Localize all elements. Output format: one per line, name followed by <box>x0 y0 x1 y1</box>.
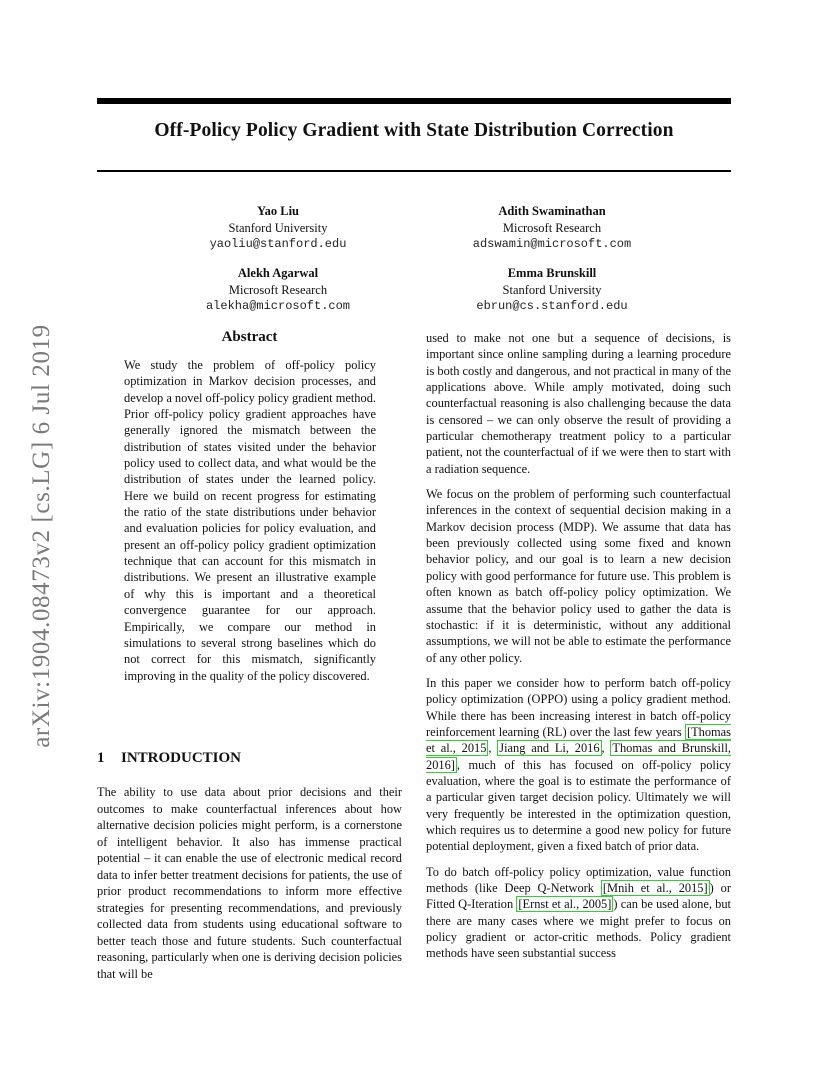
section-number: 1 <box>97 750 105 766</box>
paragraph-text: , much of this has focused on off-policy policy evaluation, where the goal is to estimate the performance of a particular given target decision policy. Ultimately we will very frequently be interested in the optimization question, which requires us to determine a good new policy for future potential deployment, given a fixed batch of prior data. <box>426 757 731 854</box>
citation-link[interactable]: [Mnih et al., 2015] <box>602 881 708 895</box>
section-heading <box>97 750 241 767</box>
author-block-4 <box>412 265 692 315</box>
author-email: ebrun@cs.stanford.edu <box>476 299 628 313</box>
intro-paragraph-3: We focus on the problem of performing such counterfactual inferences in the context of sequential decision making in a Markov decision process (MDP). We assume that data has been previously collected using some fixed and known behavior policy, and our goal is to learn a new decision policy with good performance for future use. This problem is often known as batch off-policy policy optimization. We assume that the behavior policy used to gather the data is stochastic: if it is deterministic, without any additional assumptions, we will not be able to estimate the performance of any other policy. <box>426 487 731 665</box>
author-block-2 <box>412 203 692 253</box>
citation-link[interactable]: Jiang and Li, 2016 <box>499 741 600 756</box>
citation-link[interactable]: [Thomas et al., 2015 <box>426 724 731 756</box>
author-name: Emma Brunskill <box>507 266 597 280</box>
title-rule-top <box>97 98 731 104</box>
author-block-1 <box>138 203 418 253</box>
intro-paragraph-1: The ability to use data about prior decisions and their outcomes to make counterfactual inferences about how alternative decision policies might perform, is a cornerstone of intelligent behavior. It also has immense practical potential – it can enable the use of electronic medical record data to infer better treatment decisions for patients, the use of prior product recommendations to inform more effective strategies for presenting recommendations, and previously collected data from students using educational software to better teach those and future students. Such counterfactual reasoning, particularly when one is deriving decision policies that will be <box>97 785 402 981</box>
paragraph-text: To do batch off-policy policy optimization, value function methods (like Deep Q-Network <box>426 864 731 895</box>
intro-left-column <box>97 784 402 982</box>
abstract-body: We study the problem of off-policy policy optimization in Markov decision processes, and develop a novel off-policy policy gradient method. Prior off-policy policy gradient approaches have generally ignored the mismatch between the distribution of states visited under the behavior policy used to collect data, and what would be the distribution of states under the learned policy. Here we build on recent progress for estimating the ratio of the state distributions under behavior and evaluation policies for policy evaluation, and present an off-policy policy gradient optimization technique that can account for this mismatch in distributions. We present an illustrative example of why this is important and a theoretical convergence guarantee for our approach. Empirically, we compare our method in simulations to several strong baselines which do not correct for this mismatch, significantly improving in the quality of the policy discovered. <box>124 358 376 683</box>
author-name: Alekh Agarwal <box>237 266 319 280</box>
author-affiliation: Stanford University <box>502 282 602 297</box>
citation-link[interactable]: Thomas and Brunskill, 2016] <box>426 741 731 772</box>
paragraph-text: In this paper we consider how to perform batch off-policy policy optimization (OPPO) using a policy gradient method. While there has been increasing interest in batch off-policy reinforcement learning (RL) over the last few years <box>426 675 731 739</box>
author-name: Yao Liu <box>256 204 300 218</box>
arxiv-watermark: arXiv:1904.08473v2 [cs.LG] 6 Jul 2019 <box>28 324 55 748</box>
author-affiliation: Stanford University <box>228 220 328 235</box>
author-email: adswamin@microsoft.com <box>472 237 632 251</box>
paragraph-text: ) or Fitted Q-Iteration <box>426 881 731 912</box>
author-email: alekha@microsoft.com <box>205 299 351 313</box>
section-title: INTRODUCTION <box>121 750 242 766</box>
intro-right-column <box>426 330 731 971</box>
paper-title: Off-Policy Policy Gradient with State Distribution Correction <box>154 120 674 141</box>
citation-link[interactable]: [Ernst et al., 2005] <box>518 897 612 912</box>
intro-paragraph-5 <box>426 864 731 962</box>
abstract-heading: Abstract <box>221 329 278 345</box>
author-affiliation: Microsoft Research <box>502 220 602 235</box>
author-name: Adith Swaminathan <box>498 204 606 218</box>
author-affiliation: Microsoft Research <box>228 282 328 297</box>
author-block-3 <box>138 265 418 315</box>
intro-paragraph-4: In this paper we consider how to perform batch off-policy policy optimization (OPPO) using a policy gradient method. While there has been increasing interest in batch off-policy reinforcement learning (RL) over the last few years [Thomas et al., 2015 , Jiang and Li, 2016 , Thomas and Brunskill, 2016] , much of this has focused on off-policy policy evaluation, where the goal is to estimate the performance of a particular given target decision policy. Ultimately we will very frequently be interested in the optimization question, which requires us to determine a good new policy for future potential deployment, given a fixed batch of prior data. <box>426 675 731 854</box>
paragraph-text: ) can be used alone, but there are many cases where we might prefer to focus on policy gradient or actor-critic methods. Policy gradient methods have seen substantial success <box>426 897 732 961</box>
author-email: yaoliu@stanford.edu <box>209 237 347 251</box>
title-rule-bottom <box>97 170 731 172</box>
intro-paragraph-2: used to make not one but a sequence of decisions, is important since online sampling during a learning procedure is both costly and dangerous, and not practical in many of the applications above. While amply motivated, doing such counterfactual reasoning is also challenging because the data is censored – we can only observe the result of providing a particular chemotherapy treatment policy to a particular patient, not the counterfactual of if we were then to start with a radiation sequence. <box>426 331 731 476</box>
